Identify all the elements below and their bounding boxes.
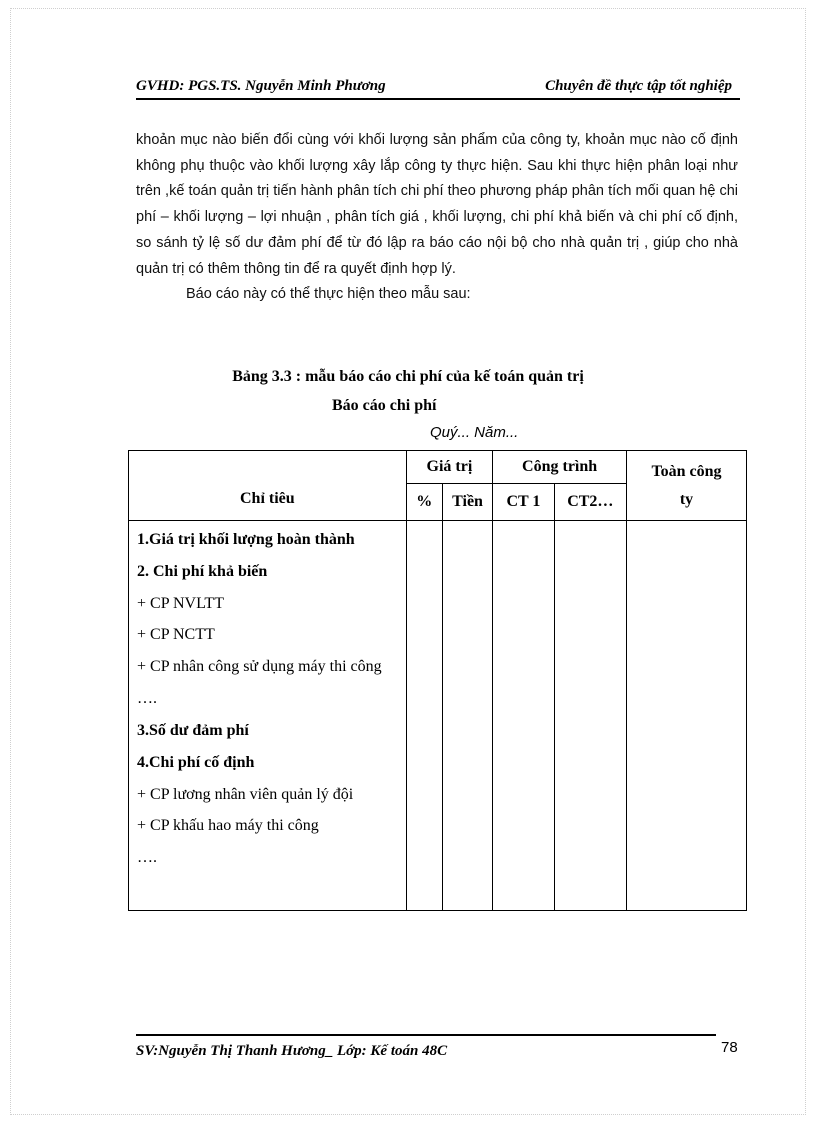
row-item: 2. Chi phí khả biến	[137, 562, 268, 580]
report-title: Báo cáo chi phí	[332, 397, 437, 414]
tien-cell	[442, 521, 492, 911]
toan-cong-ty-cell	[627, 521, 747, 911]
header-toan-cong-ty: Toàn công ty	[627, 451, 747, 521]
percent-cell	[406, 521, 442, 911]
row-item: ….	[137, 690, 157, 708]
cost-report-table	[128, 450, 747, 911]
table-caption: Bảng 3.3 : mẫu báo cáo chi phí của kế toán quản trị	[232, 368, 584, 385]
row-item: + CP khấu hao máy thi công	[137, 817, 319, 835]
header-ct2: CT2…	[554, 484, 626, 521]
report-period: Quý... Năm...	[430, 424, 519, 441]
row-item: + CP NCTT	[137, 626, 215, 644]
row-item: 1.Giá trị khối lượng hoàn thành	[137, 531, 355, 548]
row-item: 4.Chi phí cố định	[137, 753, 255, 771]
header-tien: Tiền	[442, 484, 492, 521]
header-report-type: Chuyên đề thực tập tốt nghiệp	[545, 78, 732, 94]
row-item: ….	[137, 849, 157, 867]
header-chi-tieu: Chỉ tiêu	[129, 451, 407, 521]
paragraph-2: Báo cáo này có thể thực hiện theo mẫu sau:	[186, 286, 471, 303]
footer-student: SV:Nguyễn Thị Thanh Hương_ Lớp: Kế toán 48C	[136, 1043, 448, 1059]
row-item: + CP NVLTT	[137, 594, 224, 612]
header-advisor: GVHD: PGS.TS. Nguyễn Minh Phương	[136, 78, 386, 94]
header-percent: %	[406, 484, 442, 521]
page-number: 78	[721, 1039, 738, 1056]
chi-tieu-cell	[129, 521, 407, 911]
row-item: + CP nhân công sử dụng máy thi công	[137, 658, 382, 676]
body-text	[136, 128, 738, 308]
footer-rule	[136, 1034, 716, 1036]
ct1-cell	[493, 521, 554, 911]
row-item: + CP lương nhân viên quản lý đội	[137, 785, 354, 803]
header-ct1: CT 1	[493, 484, 554, 521]
paragraph-1: khoản mục nào biến đổi cùng với khối lượng sản phẩm của công ty, khoản mục nào cố định không phụ thuộc vào khối lượng xây lắp công ty thực hiện. Sau khi thực hiện phân loại như trên ,kế toán quản trị tiến hành phân tích chi phí theo phương pháp phân tích mối quan hệ chi phí – khối lượng – lợi nhuận , phân tích giá , khối lượng, chi phí khả biến và chi phí cố định, so sánh tỷ lệ số dư đảm phí để từ đó lập ra báo cáo nội bộ cho nhà quản trị , giúp cho nhà quản trị có thêm thông tin để ra quyết định hợp lý.	[136, 132, 738, 277]
ct2-cell	[554, 521, 626, 911]
header-gia-tri: Giá trị	[406, 451, 493, 484]
page-header	[136, 76, 740, 100]
header-cong-trinh: Công trình	[493, 451, 627, 484]
row-item: 3.Số dư đảm phí	[137, 721, 249, 739]
